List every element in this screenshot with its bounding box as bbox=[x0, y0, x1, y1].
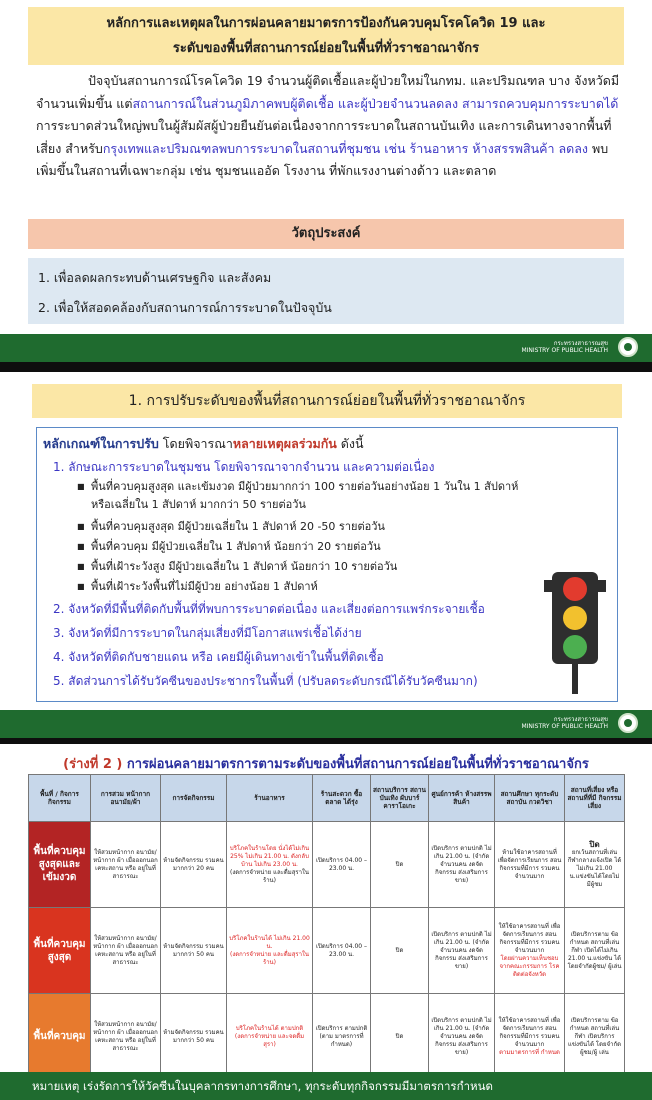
rationale-paragraph: ปัจจุบันสถานการณ์โรคโควิด 19 จำนวนผู้ติดเชื้อและผู้ป่วยใหม่ในกทม. และปริมณฑล บาง จังหวัดมีจำนวนเพิ่มขึ้น แต่สถานการณ์ในส่วนภูมิภาคพบผู้ติดเชื้อ และผู้ป่วยจำนวนลดลง สามารถควบคุมการระบาดได้ การระบาดส่วนใหญ่พบในผู้สัมผัสผู้ป่วยยืนยันต่อเนื่องจากการระบาดในสถานบันเทิง และการเดินทางจากพื้นที่เสี่ยง สำหรับกรุงเทพและปริมณฑลพบการระบาดในสถานที่ชุมชน เช่น ร้านอาหาร ห้างสรรพสินค้า ลดลง พบเพิ่มขึ้นในสถานที่เฉพาะกลุ่ม เช่น ชุมชนแออัด โรงงาน ที่พักแรงงานต่างด้าว และตลาด bbox=[36, 73, 620, 178]
table-cell: ห้ามจัดกิจกรรม รวมคนมากกว่า 50 คน bbox=[161, 994, 227, 1080]
objective-item: 1. เพื่อลดผลกระทบด้านเศรษฐกิจ และสังคม bbox=[38, 270, 272, 285]
header-cell: การสวม หน้ากาก อนามัย/ผ้า bbox=[91, 775, 161, 822]
table-cell: เปิดบริการตาม ข้อกำหนด สถานที่เล่นกีฬา เปิดบริการแข่งขันได้ โดยจำกัดผู้ชม/ผู้ เล่น bbox=[565, 994, 625, 1080]
header-cell: พื้นที่ / กิจการ กิจกรรม bbox=[29, 775, 91, 822]
table-row bbox=[29, 822, 625, 908]
header-cell: ร้านสะดวก ซื้อ ตลาด ได้รุ่ง bbox=[313, 775, 371, 822]
table-cell: ปิด bbox=[371, 908, 429, 994]
slide-relaxation-table bbox=[0, 744, 652, 1100]
slide-area-levels bbox=[0, 372, 652, 738]
relaxation-table bbox=[28, 774, 625, 1080]
slide-rationale bbox=[0, 0, 652, 362]
footnote: หมายเหตุ เร่งรัดการให้วัคซีนในบุคลากรทางการศึกษา, ทุกระดับทุกกิจกรรมมีมาตรการกำหนด bbox=[0, 1072, 652, 1100]
criteria-item: 3. จังหวัดที่มีการระบาดในกลุ่มเสี่ยงที่มีโอกาสแพร่เชื้อได้ง่าย bbox=[53, 626, 362, 640]
ministry-seal-icon bbox=[618, 713, 638, 733]
objective-item: 2. เพื่อให้สอดคล้องกับสถานการณ์การระบาดในปัจจุบัน bbox=[38, 300, 332, 315]
table-cell: เปิดบริการ ตามปกติ ไม่เกิน 21.00 น. (จำกัดจำนวนคน งดจัดกิจกรรม ส่งเสริมการขาย) bbox=[429, 908, 495, 994]
rationale-title: หลักการและเหตุผลในการผ่อนคลายมาตรการป้องกันควบคุมโรคโควิด 19 และ ระดับของพื้นที่สถานการณ์ย่อยในพื้นที่ทั่วราชอาณาจักร bbox=[28, 7, 624, 65]
table-row bbox=[29, 908, 625, 994]
criteria-subitem: ■ พื้นที่เฝ้าระวังพื้นที่ไม่มีผู้ป่วย อย่างน้อย 1 สัปดาห์ bbox=[91, 578, 318, 596]
green-light bbox=[563, 635, 587, 659]
criteria-subitem: ■ พื้นที่เฝ้าระวังสูง มีผู้ป่วยเฉลี่ยใน 1 สัปดาห์ น้อยกว่า 10 รายต่อวัน bbox=[91, 558, 397, 576]
table-cell: ให้ใช้อาคารสถานที่ เพื่อจัดการเรียนการ สอน กิจกรรมที่มีการ รวมคนจำนวนมาก โดยผ่านความเห็นชอบ จากคณะกรรมการ โรคติดต่อจังหวัด bbox=[495, 908, 565, 994]
slide-separator bbox=[0, 362, 652, 372]
table-cell: ปิด ยกเว้นสถานที่เล่น กีฬากลางแจ้งเปิด ได้ไม่เกิน 21.00 น.แข่งขันได้โดยไม่ มีผู้ชม bbox=[565, 822, 625, 908]
red-light bbox=[563, 577, 587, 601]
table-cell: เปิดบริการ ตามปกติ ไม่เกิน 21.00 น. (จำกัดจำนวนคน งดจัดกิจกรรม ส่งเสริมการขาย) bbox=[429, 822, 495, 908]
table-cell: ให้สวมหน้ากาก อนามัย/หน้ากาก ผ้า เมื่อออกนอก เคหะสถาน หรือ อยู่ในที่สาธารณะ bbox=[91, 994, 161, 1080]
criteria-item: 1. ลักษณะการระบาดในชุมชน โดยพิจารณาจากจำนวน และความต่อเนื่อง bbox=[53, 460, 435, 474]
header-cell: ศูนย์การค้า ห้างสรรพ สินค้า bbox=[429, 775, 495, 822]
table-cell: ห้ามจัดกิจกรรม รวมคนมากกว่า 20 คน bbox=[161, 822, 227, 908]
objective-list bbox=[28, 258, 624, 324]
table-cell: เปิดบริการ ตามปกติ (ตาม มาตรการที่ กำหนด) bbox=[313, 994, 371, 1080]
table-cell: เปิดบริการ 04.00 – 23.00 น. bbox=[313, 822, 371, 908]
header-cell: สถานที่เสี่ยง หรือสถานที่ที่มี กิจกรรมเสี่ยง bbox=[565, 775, 625, 822]
zone-cell: พื้นที่ควบคุม สูงสุด bbox=[29, 908, 91, 994]
yellow-light bbox=[563, 606, 587, 630]
table-cell: ปิด bbox=[371, 822, 429, 908]
criteria-item: 2. จังหวัดที่มีพื้นที่ติดกับพื้นที่ที่พบการระบาดต่อเนื่อง และเสี่ยงต่อการแพร่กระจายเชื้อ bbox=[53, 602, 485, 616]
criteria-subitem: ■ พื้นที่ควบคุมสูงสุด และเข้มงวด มีผู้ป่วยมากกว่า 100 รายต่อวันอย่างน้อย 1 วันใน 1 สัปดาห์ bbox=[91, 478, 518, 496]
table-cell: ให้สวมหน้ากาก อนามัย/หน้ากาก ผ้า เมื่อออกนอก เคหะสถาน หรือ อยู่ในที่สาธารณะ bbox=[91, 822, 161, 908]
table-cell: ห้ามใช้อาคารสถานที่ เพื่อจัดการเรียนการ สอน กิจกรรมที่มีการ รวมคนจำนวนมาก bbox=[495, 822, 565, 908]
ministry-footer: กระทรวงสาธารณสุข MINISTRY OF PUBLIC HEALTH bbox=[0, 710, 652, 738]
traffic-light-icon bbox=[552, 572, 598, 664]
table-cell: เปิดบริการ ตามปกติ ไม่เกิน 21.00 น. (จำกัดจำนวนคน งดจัดกิจกรรม ส่งเสริมการขาย) bbox=[429, 994, 495, 1080]
table-cell: ให้สวมหน้ากาก อนามัย/หน้ากาก ผ้า เมื่อออกนอก เคหะสถาน หรือ อยู่ในที่สาธารณะ bbox=[91, 908, 161, 994]
table-cell: ปิด bbox=[371, 994, 429, 1080]
table-cell: เปิดบริการตาม ข้อกำหนด สถานที่เล่นกีฬา เปิดได้ไม่เกิน 21.00 น.แข่งขัน ได้โดยจำกัดผู้ชม/ ผู้เล่น bbox=[565, 908, 625, 994]
criteria-item: 4. จังหวัดที่ติดกับชายแดน หรือ เคยมีผู้เดินทางเข้าในพื้นที่ติดเชื้อ bbox=[53, 650, 384, 664]
table-header-row bbox=[29, 775, 625, 822]
table-row bbox=[29, 994, 625, 1080]
criteria-subitem: ■ พื้นที่ควบคุมสูงสุด มีผู้ป่วยเฉลี่ยใน 1 สัปดาห์ 20 -50 รายต่อวัน bbox=[91, 518, 385, 536]
table-cell: บริโภคในร้านได้ ตามปกติ (งดการจำหน่าย และจดดื่มสุรา) bbox=[227, 994, 313, 1080]
ministry-seal-icon bbox=[618, 337, 638, 357]
table-cell: ให้ใช้อาคารสถานที่ เพื่อจัดการเรียนการ สอน กิจกรรมที่มีการ รวมคนจำนวนมาก ตามมาตรการที่ กำหนด bbox=[495, 994, 565, 1080]
table-cell: เปิดบริการ 04.00 – 23.00 น. bbox=[313, 908, 371, 994]
criteria-subitem: ■ พื้นที่ควบคุม มีผู้ป่วยเฉลี่ยใน 1 สัปดาห์ น้อยกว่า 20 รายต่อวัน bbox=[91, 538, 381, 556]
zone-cell: พื้นที่ควบคุม สูงสุดและ เข้มงวด bbox=[29, 822, 91, 908]
header-cell: ร้านอาหาร bbox=[227, 775, 313, 822]
header-cell: สถานศึกษา ทุกระดับ สถาบัน กวดวิชา bbox=[495, 775, 565, 822]
criteria-subitem: หรือเฉลี่ยใน 1 สัปดาห์ มากกว่า 50 รายต่อวัน bbox=[91, 498, 306, 511]
table-cell: บริโภคในร้านโดย นั่งได้ไม่เกิน 25% ไม่เกิน 21.00 น. ดังกลับบ้าน ไม่เกิน 23.00 น. (งดการจำหน่าย และดื่มสุราในร้าน) bbox=[227, 822, 313, 908]
criteria-box bbox=[36, 427, 618, 702]
header-cell: สถานบริการ สถานบันเทิง ผับบาร์ คาราโอเกะ bbox=[371, 775, 429, 822]
table-cell: ห้ามจัดกิจกรรม รวมคนมากกว่า 50 คน bbox=[161, 908, 227, 994]
table-cell: บริโภคในร้านได้ ไม่เกิน 21.00 น. (งดการจำหน่าย และดื่มสุราในร้าน) bbox=[227, 908, 313, 994]
relaxation-title: (ร่างที่ 2 ) การผ่อนคลายมาตรการตามระดับของพื้นที่สถานการณ์ย่อยในพื้นที่ทั่วราชอาณาจักร bbox=[63, 757, 589, 772]
objective-title: วัตถุประสงค์ bbox=[28, 219, 624, 249]
criteria-item: 5. สัดส่วนการได้รับวัคซีนของประชากรในพื้นที่ (ปรับลดระดับกรณีได้รับวัคซีนมาก) bbox=[53, 674, 478, 688]
header-cell: การจัดกิจกรรม bbox=[161, 775, 227, 822]
area-levels-title: 1. การปรับระดับของพื้นที่สถานการณ์ย่อยในพื้นที่ทั่วราชอาณาจักร bbox=[32, 384, 622, 418]
ministry-footer: กระทรวงสาธารณสุข MINISTRY OF PUBLIC HEALTH bbox=[0, 334, 652, 362]
zone-cell: พื้นที่ควบคุม bbox=[29, 994, 91, 1080]
criteria-heading: หลักเกณฑ์ในการปรับ โดยพิจารณาหลายเหตุผลร่วมกัน ดังนี้ bbox=[43, 436, 364, 451]
